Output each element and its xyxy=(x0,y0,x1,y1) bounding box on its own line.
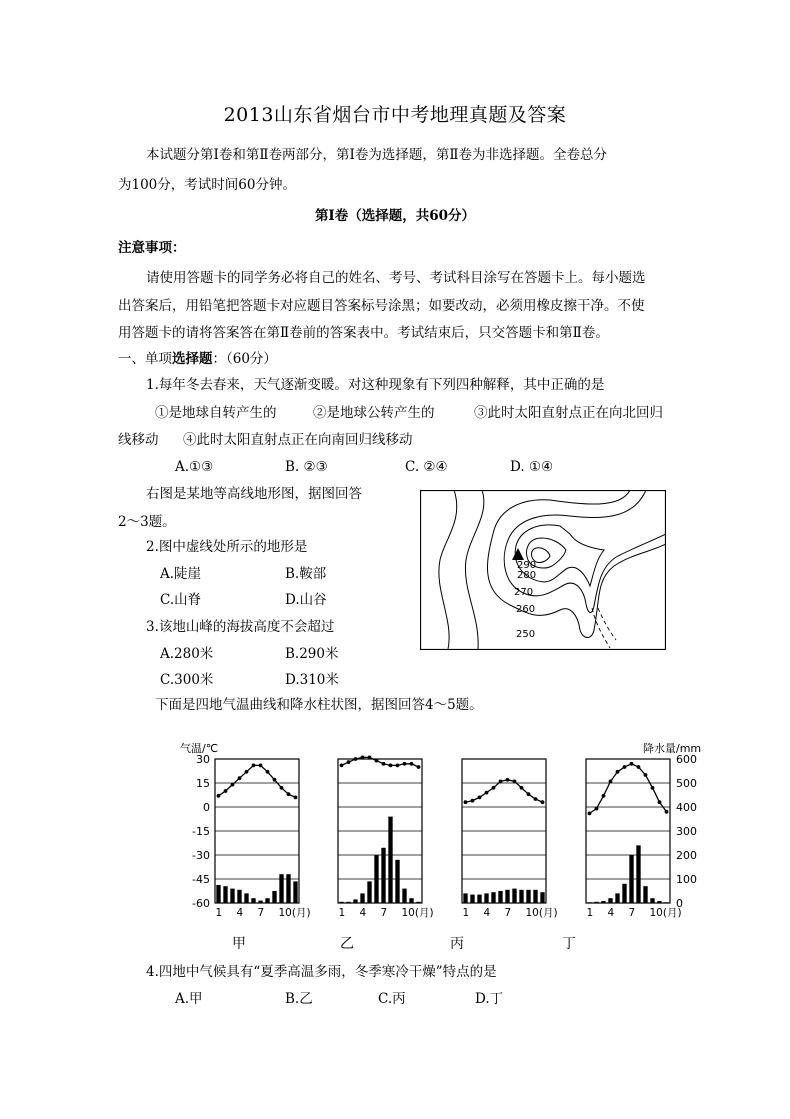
precip-bar xyxy=(360,893,364,903)
month-tick-label: 4 xyxy=(607,907,615,919)
temp-point xyxy=(280,786,284,790)
temp-point xyxy=(252,764,256,768)
temp-point xyxy=(623,765,627,769)
peak-triangle-icon xyxy=(512,548,524,560)
precip-bar xyxy=(615,893,619,903)
temp-point xyxy=(616,770,620,774)
precip-bar xyxy=(272,891,276,903)
panel-name: 甲 xyxy=(232,936,246,952)
precip-bar xyxy=(279,874,283,903)
precip-bar xyxy=(230,889,234,903)
temp-point xyxy=(595,807,599,811)
climate-intro: 下面是四地气温曲线和降水柱状图，据图回答4～5题。 xyxy=(155,697,483,713)
precip-bar xyxy=(463,893,467,903)
precip-bar xyxy=(470,895,474,903)
temp-point xyxy=(347,760,351,764)
contour-label: 290 xyxy=(517,560,537,571)
temp-tick-label: -30 xyxy=(192,849,210,862)
q4-option: D.丁 xyxy=(475,991,504,1007)
climate-panel xyxy=(215,759,311,952)
part-suffix: ：（60分） xyxy=(212,351,277,367)
contour-map xyxy=(420,490,666,650)
temp-point xyxy=(651,786,655,790)
temp-point xyxy=(231,783,235,787)
precip-bar xyxy=(608,898,612,903)
month-tick-label: 4 xyxy=(359,907,367,919)
precip-bar xyxy=(258,901,262,903)
precip-bar xyxy=(540,892,544,903)
notice-line-3: 用答题卡的请将答案答在第Ⅱ卷前的答案表中。考试结束后，只交答题卡和第Ⅱ卷。 xyxy=(118,325,609,341)
precip-bar xyxy=(477,895,481,903)
month-tick-label: 7 xyxy=(628,907,636,919)
precip-bar xyxy=(416,902,420,903)
precip-tick-label: 0 xyxy=(676,897,683,910)
climate-charts xyxy=(170,735,715,960)
q2-stem: 2.图中虚线处所示的地形是 xyxy=(146,539,308,555)
temp-point xyxy=(410,762,414,766)
temp-tick-label: -45 xyxy=(192,873,210,886)
month-tick-label: 7 xyxy=(380,907,388,919)
precip-bar xyxy=(339,902,343,903)
precip-bar xyxy=(533,890,537,903)
temp-point xyxy=(287,792,291,796)
month-tick-label: 10(月) xyxy=(649,907,682,919)
q2-option: A.陡崖 xyxy=(160,566,202,582)
precip-bar xyxy=(353,899,357,903)
month-tick-label: 7 xyxy=(257,907,265,919)
panel-name: 乙 xyxy=(340,936,354,952)
temp-point xyxy=(396,764,400,768)
precip-bar xyxy=(491,892,495,903)
temp-point xyxy=(238,776,242,780)
temp-line xyxy=(590,764,667,814)
precip-bar xyxy=(388,817,392,903)
temp-point xyxy=(224,789,228,793)
precip-bar xyxy=(587,902,591,903)
precip-bar xyxy=(629,855,633,903)
precip-bar xyxy=(402,889,406,903)
temp-point xyxy=(485,791,489,795)
month-tick-label: 4 xyxy=(483,907,491,919)
q4-option: B.乙 xyxy=(285,991,313,1007)
q1-option: B. ②③ xyxy=(285,459,328,475)
temp-point xyxy=(340,764,344,768)
precip-bar xyxy=(244,893,248,903)
temp-line xyxy=(219,765,296,797)
temp-point xyxy=(609,780,613,784)
precip-bar xyxy=(664,902,668,903)
month-tick-label: 4 xyxy=(236,907,244,919)
q1-option: D. ①④ xyxy=(510,459,554,475)
precip-bar xyxy=(409,898,413,903)
contour-line xyxy=(465,490,483,649)
month-tick-label: 1 xyxy=(586,907,594,919)
temp-point xyxy=(368,756,372,760)
q4-option: C.丙 xyxy=(378,991,406,1007)
precip-bar xyxy=(395,860,399,903)
temp-point xyxy=(389,764,393,768)
month-tick-label: 10(月) xyxy=(401,907,434,919)
climate-panel xyxy=(562,759,682,952)
precip-bar xyxy=(223,886,227,903)
precip-tick-label: 500 xyxy=(676,777,697,790)
temp-tick-label: -15 xyxy=(192,825,210,838)
temp-point xyxy=(273,778,277,782)
q3-option: B.290米 xyxy=(285,646,339,662)
month-tick-label: 1 xyxy=(215,907,223,919)
temp-point xyxy=(471,799,475,803)
precip-bar xyxy=(519,890,523,903)
precip-bar xyxy=(643,886,647,903)
precip-tick-label: 300 xyxy=(676,825,697,838)
part-heading xyxy=(118,350,277,368)
precip-tick-label: 600 xyxy=(676,753,697,766)
precip-bar xyxy=(381,848,385,903)
contour-intro-1: 右图是某地等高线地形图，据图回答 xyxy=(146,486,362,502)
temp-point xyxy=(259,764,263,768)
temp-point xyxy=(217,794,221,798)
precip-bar xyxy=(216,885,220,903)
notice-line-1: 请使用答题卡的同学务必将自己的姓名、考号、考试科目涂写在答题卡上。每小题选 xyxy=(146,270,646,286)
precip-bar xyxy=(367,881,371,903)
temp-point xyxy=(382,762,386,766)
temp-point xyxy=(658,800,662,804)
temp-point xyxy=(513,780,517,784)
notice-line-2: 出答案后，用铅笔把答题卡对应题目答案标号涂黑；如要改动，必须用橡皮擦干净。不使 xyxy=(118,298,645,314)
contour-intro-2: 2～3题。 xyxy=(118,514,176,530)
temp-point xyxy=(492,786,496,790)
q1-statement-4: ④此时太阳直射点正在向南回归线移动 xyxy=(183,432,413,448)
temp-point xyxy=(375,759,379,763)
temp-point xyxy=(541,800,545,804)
precip-bar xyxy=(237,890,241,903)
q1-option: C. ②④ xyxy=(405,459,448,475)
part-bold: 选择题 xyxy=(172,351,213,367)
q1-statement-2: ②是地球公转产生的 xyxy=(313,405,435,421)
temp-axis-label: 气温/℃ xyxy=(180,742,219,755)
temp-point xyxy=(665,810,669,814)
temp-tick-label: 30 xyxy=(196,753,210,766)
month-tick-label: 7 xyxy=(504,907,512,919)
temp-point xyxy=(245,770,249,774)
temp-point xyxy=(588,812,592,816)
precip-bar xyxy=(622,884,626,903)
panel-name: 丁 xyxy=(562,936,576,952)
precip-bar xyxy=(636,845,640,903)
temp-point xyxy=(499,780,503,784)
month-tick-label: 1 xyxy=(338,907,346,919)
precip-bar xyxy=(293,881,297,903)
q3-option: D.310米 xyxy=(285,672,339,688)
contour-label: 280 xyxy=(517,570,537,581)
contour-line xyxy=(439,490,457,649)
precip-bar xyxy=(484,893,488,903)
intro-line-1: 本试题分第Ⅰ卷和第Ⅱ卷两部分，第Ⅰ卷为选择题，第Ⅱ卷为非选择题。全卷总分 xyxy=(146,147,608,163)
temp-tick-label: -60 xyxy=(192,897,210,910)
month-tick-label: 10(月) xyxy=(278,907,311,919)
q1-statement-3: ③此时太阳直射点正在向北回归 xyxy=(474,405,663,421)
temp-point xyxy=(403,762,407,766)
precip-bar xyxy=(286,874,290,903)
precip-bar xyxy=(505,890,509,903)
q2-option: C.山脊 xyxy=(160,592,202,608)
temp-point xyxy=(534,797,538,801)
temp-point xyxy=(527,792,531,796)
temp-tick-label: 0 xyxy=(203,801,210,814)
climate-panel xyxy=(338,756,434,953)
dashed-contour xyxy=(592,608,616,648)
contour-label: 270 xyxy=(514,587,534,598)
month-tick-label: 10(月) xyxy=(525,907,558,919)
precip-axis-label: 降水量/mm xyxy=(643,742,702,755)
precip-bar xyxy=(657,901,661,903)
section-heading: 第Ⅰ卷（选择题，共60分） xyxy=(314,208,476,224)
temp-point xyxy=(478,796,482,800)
q4-stem: 4.四地中气候具有“夏季高温多雨，冬季寒冷干燥”特点的是 xyxy=(146,964,497,980)
q1-statement-1: ①是地球自转产生的 xyxy=(155,405,277,421)
temp-point xyxy=(637,765,641,769)
temp-point xyxy=(294,796,298,800)
contour-label: 250 xyxy=(516,629,536,640)
part-prefix: 一、单项 xyxy=(118,351,172,367)
temp-tick-label: 15 xyxy=(196,777,210,790)
temp-point xyxy=(361,756,365,760)
q1-option: A.①③ xyxy=(175,459,214,475)
temp-point xyxy=(506,778,510,782)
temp-point xyxy=(266,770,270,774)
precip-bar xyxy=(346,902,350,903)
precip-tick-label: 200 xyxy=(676,849,697,862)
precip-bar xyxy=(512,889,516,903)
precip-bar xyxy=(601,901,605,903)
precip-bar xyxy=(594,902,598,903)
contour-line xyxy=(487,490,666,638)
precip-bar xyxy=(265,898,269,903)
climate-panel xyxy=(450,759,558,952)
precip-bar xyxy=(526,890,530,903)
q1-stem: 1.每年冬去春来，天气逐渐变暖。对这种现象有下列四种解释，其中正确的是 xyxy=(146,377,605,393)
q2-option: B.鞍部 xyxy=(285,566,327,582)
temp-point xyxy=(520,786,524,790)
q1-statement-3-cont: 线移动 xyxy=(118,432,159,448)
precip-bar xyxy=(251,898,255,903)
precip-bar xyxy=(498,891,502,903)
precip-bar xyxy=(374,855,378,903)
q3-stem: 3.该地山峰的海拔高度不会超过 xyxy=(146,619,335,635)
notice-heading: 注意事项： xyxy=(118,240,186,256)
q4-option: A.甲 xyxy=(175,991,203,1007)
temp-point xyxy=(644,773,648,777)
q3-option: C.300米 xyxy=(160,672,214,688)
temp-point xyxy=(602,794,606,798)
q2-option: D.山谷 xyxy=(285,592,327,608)
temp-point xyxy=(354,757,358,761)
intro-line-2: 为100分，考试时间60分钟。 xyxy=(118,177,296,193)
q3-option: A.280米 xyxy=(160,646,214,662)
temp-point xyxy=(464,800,468,804)
precip-tick-label: 100 xyxy=(676,873,697,886)
precip-bar xyxy=(650,898,654,903)
panel-name: 丙 xyxy=(450,936,464,952)
contour-label: 260 xyxy=(516,604,536,615)
page-title: 2013山东省烟台市中考地理真题及答案 xyxy=(223,104,567,126)
temp-point xyxy=(417,765,421,769)
month-tick-label: 1 xyxy=(462,907,470,919)
precip-tick-label: 400 xyxy=(676,801,697,814)
temp-point xyxy=(630,762,634,766)
